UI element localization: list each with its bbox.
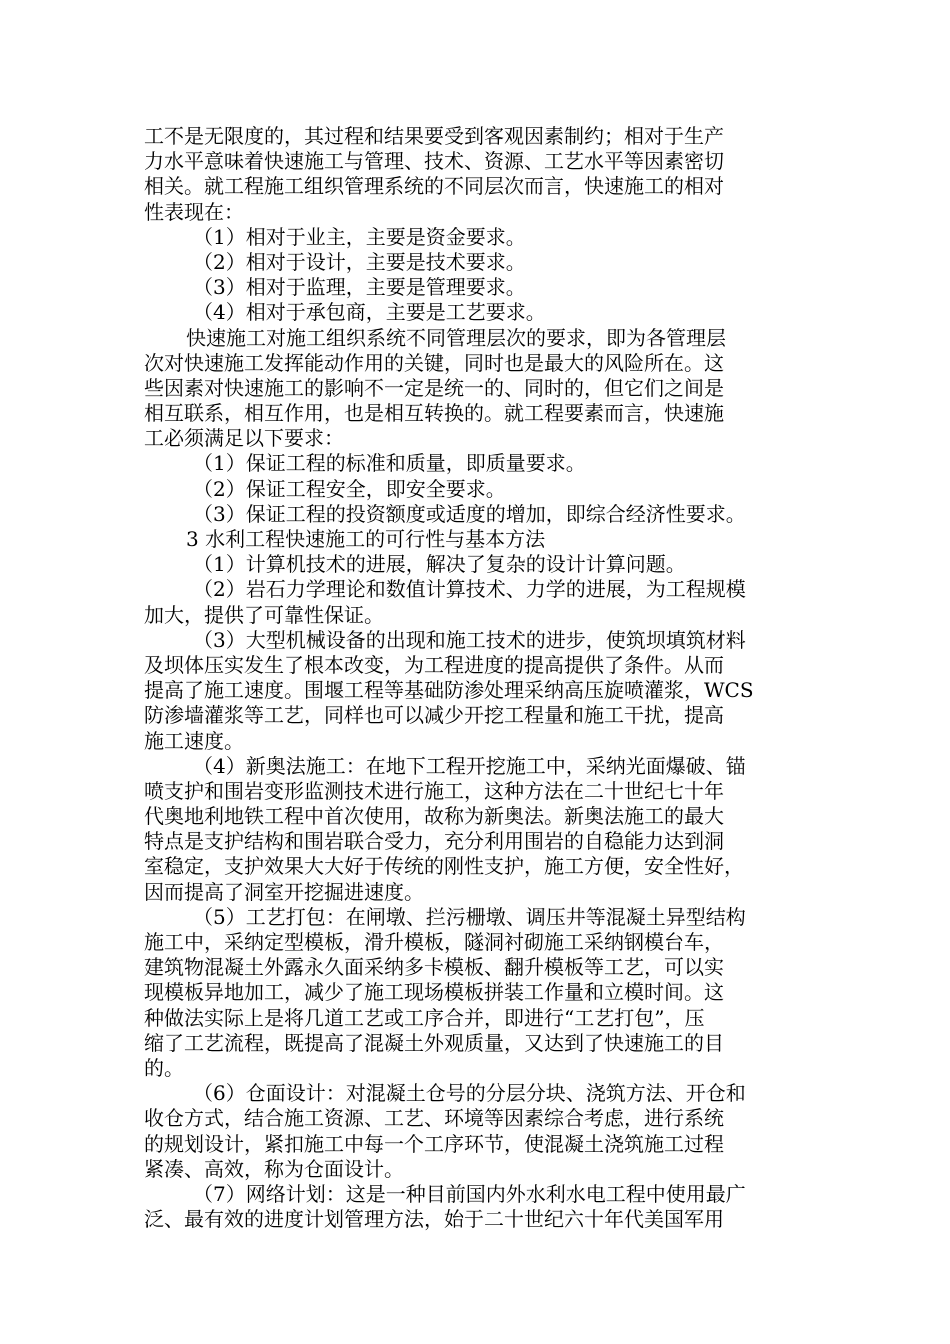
text-line: 相关。就工程施工组织管理系统的不同层次而言，快速施工的相对 — [144, 174, 724, 199]
text-line: （4）相对于承包商，主要是工艺要求。 — [193, 300, 546, 325]
text-line: （1）保证工程的标准和质量，即质量要求。 — [193, 451, 586, 476]
text-line: 泛、最有效的进度计划管理方法，始于二十世纪六十年代美国军用 — [144, 1207, 724, 1232]
text-line: （3）相对于监理，主要是管理要求。 — [193, 275, 526, 300]
text-line: 缩了工艺流程，既提高了混凝土外观质量，又达到了快速施工的目 — [144, 1030, 724, 1055]
text-line: 快速施工对施工组织系统不同管理层次的要求，即为各管理层 — [186, 325, 726, 350]
text-line: 力水平意味着快速施工与管理、技术、资源、工艺水平等因素密切 — [144, 149, 724, 174]
text-line: 室稳定，支护效果大大好于传统的刚性支护，施工方便，安全性好， — [144, 854, 744, 879]
text-line: （2）相对于设计，主要是技术要求。 — [193, 249, 526, 274]
text-line: 代奥地利地铁工程中首次使用，故称为新奥法。新奥法施工的最大 — [144, 804, 724, 829]
text-line: 加大，提供了可靠性保证。 — [144, 602, 384, 627]
text-line: （4）新奥法施工：在地下工程开挖施工中，采纳光面爆破、锚 — [193, 753, 746, 778]
document-body — [144, 124, 808, 1232]
text-line: 性表现在： — [144, 199, 244, 224]
text-line: （5）工艺打包：在闸墩、拦污栅墩、调压井等混凝土异型结构 — [193, 904, 746, 929]
text-line: （3）大型机械设备的出现和施工技术的进步，使筑坝填筑材料 — [193, 627, 746, 652]
text-line: 些因素对快速施工的影响不一定是统一的、同时的，但它们之间是 — [144, 375, 724, 400]
text-line: 提高了施工速度。围堰工程等基础防渗处理采纳高压旋喷灌浆，WCS — [144, 678, 754, 703]
text-line: 工必须满足以下要求： — [144, 426, 344, 451]
text-line: （2）保证工程安全，即安全要求。 — [193, 476, 506, 501]
text-line: 相互联系，相互作用，也是相互转换的。就工程要素而言，快速施 — [144, 401, 724, 426]
text-line: 次对快速施工发挥能动作用的关键，同时也是最大的风险所在。这 — [144, 350, 724, 375]
text-line: （7）网络计划：这是一种目前国内外水利水电工程中使用最广 — [193, 1181, 746, 1206]
text-line: （2）岩石力学理论和数值计算技术、力学的进展，为工程规模 — [193, 577, 746, 602]
text-line: （6）仓面设计：对混凝土仓号的分层分块、浇筑方法、开仓和 — [193, 1081, 746, 1106]
text-line: 收仓方式，结合施工资源、工艺、环境等因素综合考虑，进行系统 — [144, 1106, 724, 1131]
text-line: （3）保证工程的投资额度或适度的增加，即综合经济性要求。 — [193, 501, 746, 526]
text-line: 及坝体压实发生了根本改变，为工程进度的提高提供了条件。从而 — [144, 652, 724, 677]
text-line: 种做法实际上是将几道工艺或工序合并，即进行“工艺打包”，压 — [144, 1005, 705, 1030]
text-line: 建筑物混凝土外露永久面采纳多卡模板、翻升模板等工艺，可以实 — [144, 955, 724, 980]
text-line: 工不是无限度的，其过程和结果要受到客观因素制约；相对于生产 — [144, 124, 724, 148]
text-line: 防渗墙灌浆等工艺，同样也可以减少开挖工程量和施工干扰，提高 — [144, 703, 724, 728]
text-line: 3 水利工程快速施工的可行性与基本方法 — [186, 527, 546, 551]
text-line: 施工中，采纳定型模板，滑升模板，隧洞衬砌施工采纳钢模台车， — [144, 930, 724, 954]
text-line: 因而提高了洞室开挖掘进速度。 — [144, 879, 424, 904]
text-line: 喷支护和围岩变形监测技术进行施工，这种方法在二十世纪七十年 — [144, 778, 724, 803]
text-line: 施工速度。 — [144, 728, 244, 753]
text-line: 特点是支护结构和围岩联合受力，充分利用围岩的自稳能力达到洞 — [144, 829, 724, 854]
text-line: 紧凑、高效，称为仓面设计。 — [144, 1156, 404, 1181]
text-line: （1）计算机技术的进展，解决了复杂的设计计算问题。 — [193, 552, 686, 577]
text-line: 的。 — [144, 1055, 184, 1080]
text-line: （1）相对于业主，主要是资金要求。 — [193, 224, 526, 249]
text-line: 的规划设计，紧扣施工中每一个工序环节，使混凝土浇筑施工过程 — [144, 1131, 724, 1156]
text-line: 现模板异地加工，减少了施工现场模板拼装工作量和立模时间。这 — [144, 980, 724, 1005]
